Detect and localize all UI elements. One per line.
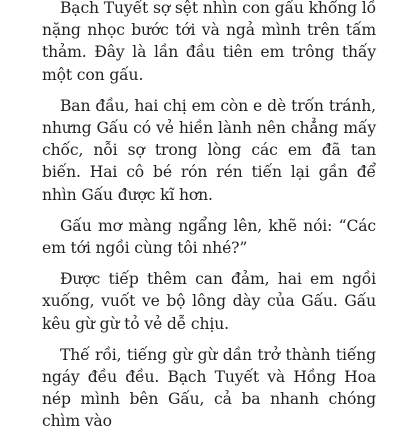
paragraph-5: Thế rồi, tiếng gừ gừ dần trở thành tiếng ngáy đều đều. Bạch Tuyết và Hồng Hoa nép mình bên Gấu, cả ba nhanh chóng chìm vào <box>42 345 376 431</box>
paragraph-4: Được tiếp thêm can đảm, hai em ngồi xuống, vuốt ve bộ lông dày của Gấu. Gấu kêu gừ gừ tỏ vẻ dễ chịu. <box>42 270 376 333</box>
paragraph-1: Bạch Tuyết sợ sệt nhìn con gấu khổng lồ nặng nhọc bước tới và ngả mình trên tấm thảm. Đây là lần đầu tiên em trông thấy một con gấu. <box>42 0 376 84</box>
paragraph-2: Ban đầu, hai chị em còn e dè trốn tránh, nhưng Gấu có vẻ hiền lành nên chẳng mấy chốc, nỗi sợ trong lòng các em đã tan biến. Hai cô bé rón rén tiến lại gần để nhìn Gấu được kĩ hơn. <box>42 96 376 204</box>
paragraph-3: Gấu mơ màng ngẩng lên, khẽ nói: “Các em tới ngồi cùng tôi nhé?” <box>42 216 376 258</box>
story-text <box>42 0 376 442</box>
